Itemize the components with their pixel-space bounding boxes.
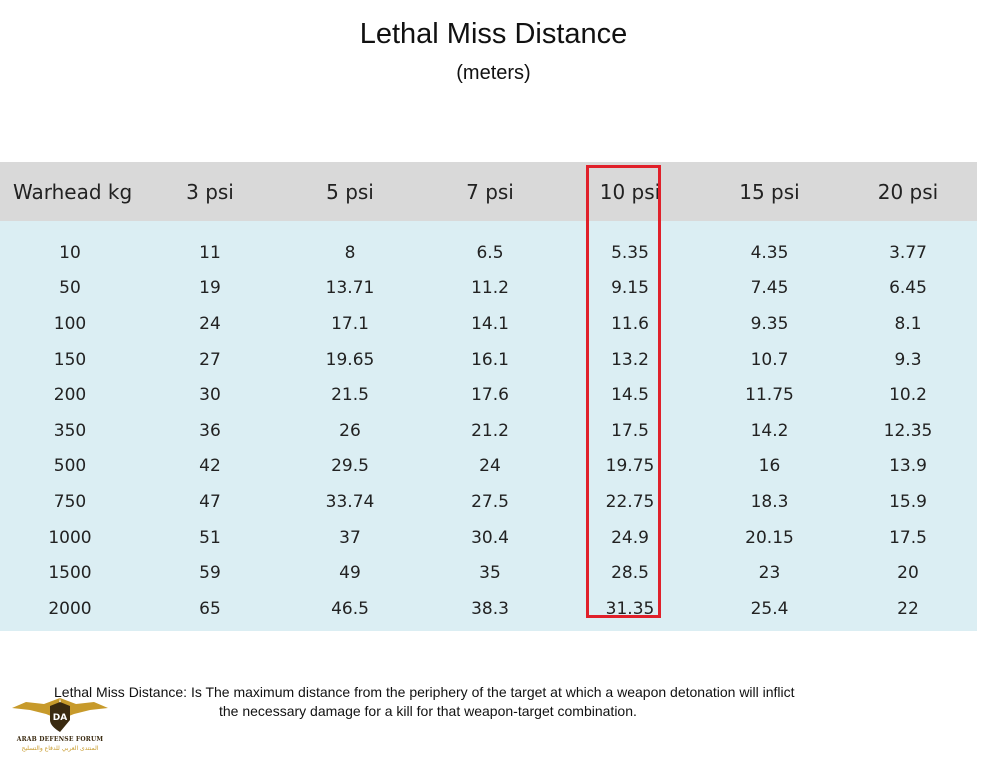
lethal-miss-distance-table (0, 162, 977, 631)
table-cell: 42 (140, 449, 280, 485)
table-cell: 35 (420, 555, 560, 591)
table-cell: 20 (839, 555, 977, 591)
table-cell: 19.75 (560, 449, 700, 485)
footnote (0, 683, 987, 721)
table-cell: 26 (280, 413, 420, 449)
table-cell: 6.5 (420, 221, 560, 271)
table-cell: 24.9 (560, 520, 700, 556)
column-header-warhead-kg: Warhead kg (0, 162, 140, 221)
table-cell: 200 (0, 377, 140, 413)
column-header-5-psi: 5 psi (280, 162, 420, 221)
table-row (0, 413, 977, 449)
table-cell: 10 (0, 221, 140, 271)
table-cell: 16.1 (420, 342, 560, 378)
table-cell: 49 (280, 555, 420, 591)
table-cell: 22.75 (560, 484, 700, 520)
page-subtitle: (meters) (456, 62, 531, 84)
table-cell: 17.1 (280, 306, 420, 342)
table-cell: 65 (140, 591, 280, 631)
table-cell: 11 (140, 221, 280, 271)
table-body (0, 221, 977, 631)
table-cell: 11.2 (420, 271, 560, 307)
table-cell: 36 (140, 413, 280, 449)
table-cell: 18.3 (700, 484, 839, 520)
table-cell: 3.77 (839, 221, 977, 271)
table-cell: 50 (0, 271, 140, 307)
table-row (0, 449, 977, 485)
table-cell: 12.35 (839, 413, 977, 449)
table-cell: 13.2 (560, 342, 700, 378)
table-cell: 30.4 (420, 520, 560, 556)
table-cell: 13.9 (839, 449, 977, 485)
column-header-20-psi: 20 psi (839, 162, 977, 221)
table-cell: 19.65 (280, 342, 420, 378)
table-cell: 14.1 (420, 306, 560, 342)
table-cell: 5.35 (560, 221, 700, 271)
eagle-emblem-icon (4, 692, 116, 738)
table-cell: 8 (280, 221, 420, 271)
table-cell: 16 (700, 449, 839, 485)
table-cell: 20.15 (700, 520, 839, 556)
table-cell: 100 (0, 306, 140, 342)
arab-defense-forum-logo (4, 692, 116, 756)
table-cell: 9.35 (700, 306, 839, 342)
table-cell: 11.6 (560, 306, 700, 342)
table-cell: 47 (140, 484, 280, 520)
table-cell: 21.2 (420, 413, 560, 449)
table-row (0, 271, 977, 307)
table-cell: 30 (140, 377, 280, 413)
table-cell: 7.45 (700, 271, 839, 307)
table-cell: 37 (280, 520, 420, 556)
table-cell: 14.2 (700, 413, 839, 449)
table-cell: 33.74 (280, 484, 420, 520)
table-header-row (0, 162, 977, 221)
column-header-10-psi: 10 psi (560, 162, 700, 221)
table-row (0, 555, 977, 591)
table-row (0, 221, 977, 271)
page-title: Lethal Miss Distance (359, 18, 628, 50)
column-header-15-psi: 15 psi (700, 162, 839, 221)
table-cell: 150 (0, 342, 140, 378)
table-cell: 13.71 (280, 271, 420, 307)
table-cell: 19 (140, 271, 280, 307)
table-cell: 350 (0, 413, 140, 449)
table-row (0, 377, 977, 413)
table-cell: 46.5 (280, 591, 420, 631)
table-row (0, 591, 977, 631)
table-cell: 15.9 (839, 484, 977, 520)
table-cell: 1000 (0, 520, 140, 556)
logo-text-english: ARAB DEFENSE FORUM (16, 736, 104, 743)
footnote-line-2: the necessary damage for a kill for that weapon-target combination. (219, 703, 637, 719)
table-cell: 10.7 (700, 342, 839, 378)
table-cell: 17.6 (420, 377, 560, 413)
table-cell: 750 (0, 484, 140, 520)
table-cell: 11.75 (700, 377, 839, 413)
svg-text:DA: DA (52, 713, 68, 723)
table-cell: 2000 (0, 591, 140, 631)
table-cell: 27 (140, 342, 280, 378)
table-cell: 31.35 (560, 591, 700, 631)
table-cell: 23 (700, 555, 839, 591)
table-cell: 10.2 (839, 377, 977, 413)
table-cell: 9.15 (560, 271, 700, 307)
table-cell: 29.5 (280, 449, 420, 485)
table-cell: 59 (140, 555, 280, 591)
table-cell: 17.5 (560, 413, 700, 449)
table-cell: 8.1 (839, 306, 977, 342)
lethal-miss-distance-table-container (0, 162, 977, 631)
table-cell: 27.5 (420, 484, 560, 520)
table-cell: 28.5 (560, 555, 700, 591)
table-cell: 24 (140, 306, 280, 342)
column-header-7-psi: 7 psi (420, 162, 560, 221)
table-cell: 24 (420, 449, 560, 485)
table-cell: 17.5 (839, 520, 977, 556)
table-row (0, 520, 977, 556)
table-cell: 14.5 (560, 377, 700, 413)
table-cell: 22 (839, 591, 977, 631)
table-cell: 21.5 (280, 377, 420, 413)
table-row (0, 306, 977, 342)
table-row (0, 484, 977, 520)
logo-text-arabic: المنتدى العربي للدفاع والتسليح (21, 745, 99, 752)
table-cell: 9.3 (839, 342, 977, 378)
footnote-line-1: Lethal Miss Distance: Is The maximum distance from the periphery of the target at which a weapon detonation will inflict (54, 684, 795, 700)
table-cell: 4.35 (700, 221, 839, 271)
table-cell: 1500 (0, 555, 140, 591)
table-cell: 6.45 (839, 271, 977, 307)
table-cell: 38.3 (420, 591, 560, 631)
table-cell: 500 (0, 449, 140, 485)
table-row (0, 342, 977, 378)
table-cell: 25.4 (700, 591, 839, 631)
table-cell: 51 (140, 520, 280, 556)
column-header-3-psi: 3 psi (140, 162, 280, 221)
